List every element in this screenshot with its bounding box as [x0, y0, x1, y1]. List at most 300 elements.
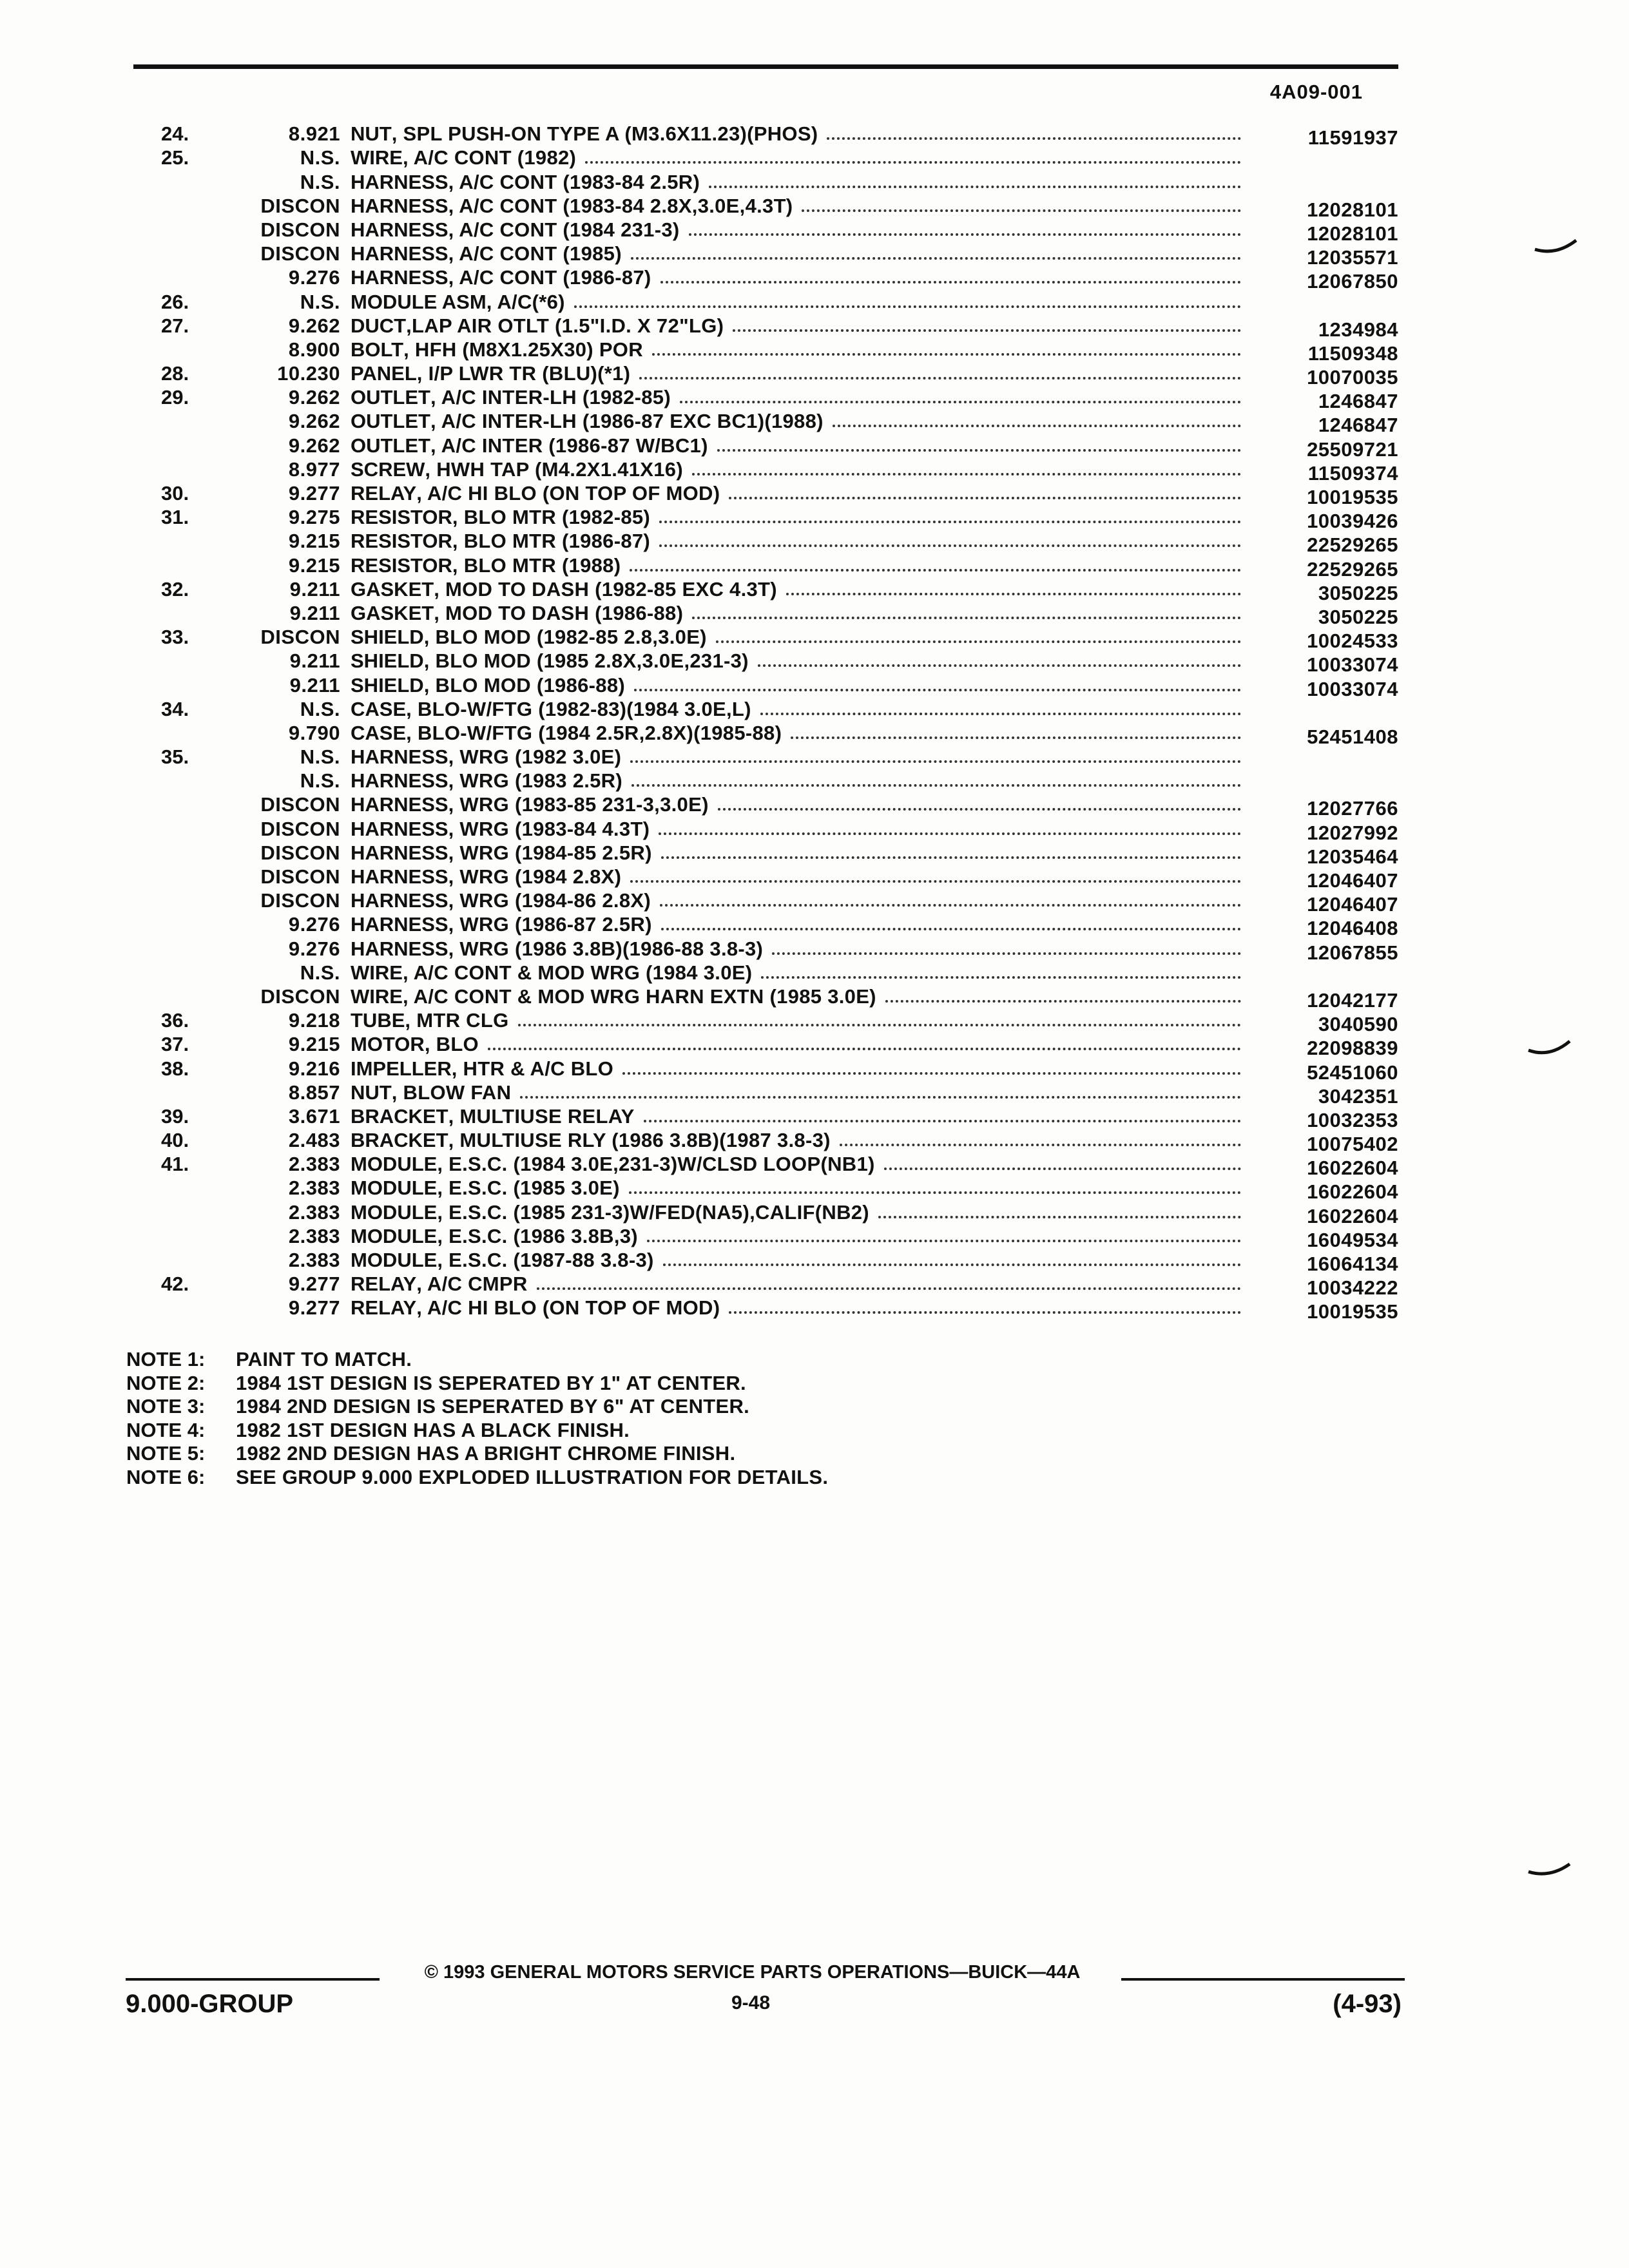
part-name: CASE: [351, 697, 407, 720]
part-name: RESISTOR: [351, 553, 452, 577]
dot-leader: [585, 155, 1241, 164]
part-name: DUCT: [351, 314, 407, 337]
part-name: HARNESS: [351, 242, 448, 265]
part-description: , MTR CLG: [405, 1009, 509, 1032]
part-name: HARNESS: [351, 266, 448, 289]
document-code: 4A09-001: [1269, 81, 1363, 103]
part-number: 52451060: [1307, 1061, 1398, 1084]
group-number: N.S.: [300, 697, 340, 720]
part-number: 3042351: [1318, 1084, 1398, 1108]
part-description: , WRG (1983-85 231-3,3.0E): [448, 793, 709, 816]
part-description: , SPL PUSH-ON TYPE A (M3.6X11.23)(PHOS): [391, 122, 818, 146]
part-name: PANEL: [351, 362, 417, 385]
dot-leader: [647, 1233, 1241, 1242]
ref-number: 32.: [161, 577, 189, 601]
part-number: 12067850: [1307, 270, 1398, 293]
group-number: N.S.: [300, 961, 340, 984]
parts-row: [161, 768, 1398, 792]
part-description: , BLO MTR (1988): [452, 553, 621, 577]
part-name: OUTLET: [351, 386, 430, 409]
part-number: 10070035: [1307, 366, 1398, 389]
dot-leader: [758, 658, 1241, 667]
part-description: , WRG (1983-84 4.3T): [448, 817, 650, 840]
parts-row: [161, 960, 1398, 984]
part-name: WIRE: [351, 985, 403, 1008]
part-name: OUTLET: [351, 410, 430, 433]
footer-copyright: © 1993 GENERAL MOTORS SERVICE PARTS OPERATIONS—BUICK—44A: [424, 1962, 1081, 1983]
part-number: 25509721: [1307, 437, 1398, 461]
parts-row: [161, 217, 1398, 245]
part-description: , WRG (1984 2.8X): [448, 865, 622, 888]
ref-number: 25.: [161, 146, 189, 169]
group-number: 9.276: [288, 266, 340, 289]
dot-leader: [878, 1209, 1241, 1218]
part-description: , BLO MTR (1982-85): [452, 506, 651, 529]
part-description: , E.S.C. (1987-88 3.8-3): [437, 1249, 654, 1271]
group-number: 9.262: [288, 314, 340, 337]
parts-row: [161, 505, 1398, 533]
dot-leader: [791, 730, 1241, 739]
part-name: GASKET: [351, 577, 434, 601]
dot-leader: [761, 970, 1241, 979]
ref-number: 33.: [161, 626, 189, 649]
part-number: 16049534: [1307, 1228, 1398, 1251]
part-name: MODULE: [351, 1153, 438, 1176]
part-number: 1246847: [1318, 414, 1398, 437]
part-description: , BLO MOD (1982-85 2.8,3.0E): [423, 626, 707, 649]
dot-leader: [885, 994, 1241, 1003]
parts-row: [161, 1175, 1398, 1204]
dot-leader: [520, 1090, 1241, 1099]
group-number: 9.216: [288, 1057, 340, 1080]
group-number: 9.276: [288, 913, 340, 936]
part-name: HARNESS: [351, 889, 448, 912]
part-description: , HWH TAP (M4.2X1.41X16): [425, 457, 683, 481]
part-name: HARNESS: [351, 745, 448, 769]
part-name: HARNESS: [351, 194, 448, 217]
ref-number: 30.: [161, 482, 189, 505]
part-number: 12027992: [1307, 821, 1398, 844]
part-name: RELAY: [351, 482, 417, 505]
part-name: HARNESS: [351, 913, 448, 936]
part-name: MODULE: [351, 1249, 438, 1271]
part-number: 10033074: [1307, 677, 1398, 700]
group-number: DISCON: [260, 889, 340, 912]
parts-row: [161, 601, 1398, 628]
dot-leader: [622, 1066, 1241, 1075]
dot-leader: [692, 466, 1241, 476]
note-label: NOTE 5:: [126, 1442, 206, 1465]
parts-row: [161, 864, 1398, 892]
group-number: 8.921: [288, 122, 340, 146]
part-description: ,LAP AIR OTLT (1.5"I.D. X 72"LG): [406, 314, 724, 337]
group-number: 2.383: [288, 1224, 340, 1247]
part-name: HARNESS: [351, 170, 448, 193]
part-name: BOLT: [351, 338, 404, 361]
part-description: , E.S.C. (1985 231-3)W/FED(NA5),CALIF(NB2): [437, 1200, 869, 1224]
part-description: , WRG (1986 3.8B)(1986-88 3.8-3): [448, 937, 764, 960]
parts-row: [161, 1199, 1398, 1227]
part-number: 16022604: [1307, 1204, 1398, 1227]
part-number: 10032353: [1307, 1108, 1398, 1131]
group-number: N.S.: [300, 146, 340, 169]
dot-leader: [729, 490, 1241, 499]
parts-row: [161, 1224, 1398, 1251]
part-name: TUBE: [351, 1009, 405, 1032]
ref-number: 35.: [161, 745, 189, 769]
parts-row: [161, 481, 1398, 508]
dot-leader: [717, 443, 1241, 452]
note-label: NOTE 4:: [126, 1418, 206, 1441]
part-name: RESISTOR: [351, 506, 452, 529]
part-name: MODULE ASM: [351, 290, 487, 313]
footer-rule-right: [1121, 1978, 1405, 1981]
group-number: 2.383: [288, 1153, 340, 1176]
part-description: , WRG (1984-86 2.8X): [448, 889, 651, 912]
part-description: , A/C INTER-LH (1986-87 EXC BC1)(1988): [430, 410, 824, 433]
parts-row: [161, 1295, 1398, 1323]
note-label: NOTE 1:: [126, 1348, 206, 1370]
parts-row: [161, 313, 1398, 341]
part-description: , A/C CONT (1986-87): [448, 266, 651, 289]
parts-row: [161, 792, 1398, 820]
dot-leader: [629, 1185, 1241, 1194]
part-number: 52451408: [1307, 725, 1398, 748]
parts-row: [161, 744, 1398, 768]
group-number: 9.211: [289, 649, 340, 673]
group-number: DISCON: [260, 793, 340, 816]
footer-group-label: 9.000-GROUP: [126, 1990, 294, 2018]
parts-row: [161, 193, 1398, 221]
part-name: MODULE: [351, 1177, 438, 1200]
dot-leader: [630, 562, 1241, 572]
group-number: 9.790: [288, 721, 340, 744]
parts-row: [161, 1271, 1398, 1300]
dot-leader: [802, 203, 1241, 212]
part-number: 12067855: [1307, 941, 1398, 964]
part-number: 12042177: [1307, 988, 1398, 1012]
dot-leader: [639, 370, 1241, 380]
parts-row: [161, 936, 1398, 964]
group-number: DISCON: [260, 865, 340, 888]
parts-row: [161, 385, 1398, 413]
ref-number: 41.: [161, 1153, 189, 1176]
part-name: MODULE: [351, 1200, 438, 1224]
part-number: 11509348: [1307, 341, 1398, 365]
part-number: 10024533: [1307, 629, 1398, 653]
dot-leader: [537, 1281, 1241, 1290]
part-name: HARNESS: [351, 769, 448, 793]
note-label: NOTE 2:: [126, 1371, 206, 1394]
part-name: BRACKET: [351, 1129, 448, 1152]
part-name: SCREW: [351, 457, 425, 481]
part-number: 1246847: [1318, 390, 1398, 413]
group-number: 8.977: [288, 457, 340, 481]
margin-tick-mark: [1534, 235, 1579, 255]
part-number: 12046407: [1307, 869, 1398, 892]
parts-row: [161, 672, 1398, 700]
dot-leader: [659, 538, 1241, 547]
part-description: , A/C HI BLO (ON TOP OF MOD): [416, 482, 720, 505]
parts-row: [161, 457, 1398, 485]
part-name: MODULE: [351, 1224, 438, 1247]
dot-leader: [652, 347, 1241, 356]
part-name: SHIELD: [351, 673, 424, 697]
dot-leader: [709, 179, 1241, 188]
part-description: , A/C CONT (1982): [402, 146, 577, 169]
dot-leader: [488, 1041, 1241, 1050]
part-number: 3040590: [1318, 1013, 1398, 1036]
parts-list: [161, 121, 1398, 1323]
part-name: OUTLET: [351, 434, 430, 457]
ref-number: 40.: [161, 1129, 189, 1152]
group-number: 9.276: [288, 937, 340, 960]
parts-row: [161, 1104, 1398, 1131]
part-number: 12028101: [1307, 222, 1398, 245]
group-number: N.S.: [300, 170, 340, 193]
part-number: 12046408: [1307, 917, 1398, 940]
ref-number: 42.: [161, 1273, 189, 1296]
dot-leader: [884, 1161, 1241, 1170]
dot-leader: [692, 610, 1241, 619]
part-number: 12028101: [1307, 198, 1398, 221]
part-description: , A/C CONT & MOD WRG (1984 3.0E): [402, 961, 753, 984]
part-name: NUT: [351, 122, 392, 146]
group-number: DISCON: [260, 817, 340, 840]
dot-leader: [518, 1017, 1241, 1026]
part-number: 16064134: [1307, 1253, 1398, 1275]
part-number: 3050225: [1318, 605, 1398, 628]
group-number: 2.383: [288, 1200, 340, 1224]
ref-number: 29.: [161, 386, 189, 409]
group-number: DISCON: [260, 242, 340, 265]
part-description: , E.S.C. (1986 3.8B,3): [437, 1224, 638, 1247]
ref-number: 31.: [161, 506, 189, 529]
note-line: [126, 1396, 1157, 1419]
dot-leader: [716, 634, 1241, 643]
part-description: , A/C CONT (1983-84 2.8X,3.0E,4.3T): [448, 194, 793, 217]
part-name: RELAY: [351, 1273, 417, 1296]
parts-row: [161, 361, 1398, 389]
group-number: 9.215: [288, 530, 340, 553]
parts-row: [161, 121, 1398, 149]
dot-leader: [718, 802, 1241, 811]
part-number: 22529265: [1307, 533, 1398, 557]
part-number: 11509374: [1307, 461, 1398, 485]
note-line: [126, 1349, 1157, 1372]
parts-row: [161, 912, 1398, 940]
note-text: PAINT TO MATCH.: [236, 1348, 412, 1370]
ref-number: 26.: [161, 290, 189, 313]
part-description: , A/C(*6): [486, 290, 565, 313]
group-number: 9.277: [288, 482, 340, 505]
part-number: 10034222: [1307, 1276, 1398, 1300]
margin-tick-mark: [1527, 1037, 1572, 1057]
part-number: 16022604: [1307, 1180, 1398, 1204]
ref-number: 34.: [161, 697, 189, 720]
group-number: DISCON: [260, 194, 340, 217]
group-number: 9.277: [288, 1296, 340, 1320]
dot-leader: [680, 394, 1241, 403]
parts-row: [161, 984, 1398, 1012]
part-description: , WRG (1986-87 2.5R): [448, 913, 652, 936]
dot-leader: [786, 586, 1241, 595]
parts-row: [161, 432, 1398, 461]
part-name: HARNESS: [351, 817, 448, 840]
dot-leader: [630, 754, 1241, 763]
dot-leader: [634, 682, 1241, 691]
dot-leader: [833, 418, 1241, 427]
part-number: 22098839: [1307, 1037, 1398, 1060]
dot-leader: [644, 1113, 1241, 1122]
part-description: , WRG (1983 2.5R): [448, 769, 622, 793]
part-description: , A/C HI BLO (ON TOP OF MOD): [416, 1296, 720, 1320]
note-line: [126, 1372, 1157, 1396]
part-description: , MOD TO DASH (1986-88): [434, 601, 684, 624]
note-label: NOTE 3:: [126, 1395, 206, 1418]
part-name: RESISTOR: [351, 530, 452, 553]
group-number: N.S.: [300, 290, 340, 313]
dot-leader: [772, 946, 1241, 955]
note-text: SEE GROUP 9.000 EXPLODED ILLUSTRATION FOR DETAILS.: [236, 1465, 829, 1488]
note-text: 1982 1ST DESIGN HAS A BLACK FINISH.: [236, 1418, 630, 1441]
parts-row: [161, 528, 1398, 557]
dot-leader: [659, 826, 1241, 835]
group-number: DISCON: [260, 841, 340, 864]
dot-leader: [827, 131, 1241, 140]
group-number: 9.262: [288, 410, 340, 433]
dot-leader: [663, 1257, 1241, 1266]
margin-tick-mark: [1527, 1859, 1572, 1878]
footer-page-number: 9-48: [731, 1992, 771, 2013]
group-number: 10.230: [277, 362, 340, 385]
ref-number: 24.: [161, 122, 189, 146]
part-description: , BLOW FAN: [391, 1081, 512, 1104]
part-number: 10033074: [1307, 653, 1398, 677]
part-description: , MOD TO DASH (1982-85 EXC 4.3T): [434, 577, 777, 601]
part-number: 10039426: [1307, 510, 1398, 533]
part-description: , BLO: [424, 1033, 479, 1056]
notes-section: [126, 1349, 1157, 1490]
group-number: DISCON: [260, 218, 340, 241]
top-rule: [133, 64, 1398, 69]
footer-rule-left: [126, 1978, 380, 1981]
parts-row: [161, 624, 1398, 653]
parts-row: [161, 337, 1398, 365]
note-text: 1984 1ST DESIGN IS SEPERATED BY 1" AT CENTER.: [236, 1371, 746, 1394]
group-number: 2.483: [288, 1129, 340, 1152]
parts-row: [161, 552, 1398, 581]
part-name: RELAY: [351, 1296, 417, 1320]
part-number: 12035571: [1307, 246, 1398, 269]
parts-row: [161, 888, 1398, 916]
part-number: 10019535: [1307, 486, 1398, 508]
parts-row: [161, 1008, 1398, 1036]
part-name: HARNESS: [351, 793, 448, 816]
part-name: NUT: [351, 1081, 392, 1104]
part-number: 1234984: [1318, 318, 1398, 341]
part-number: 12046407: [1307, 893, 1398, 916]
parts-row: [161, 1080, 1398, 1108]
part-name: BRACKET: [351, 1104, 448, 1128]
group-number: 9.262: [288, 386, 340, 409]
group-number: 9.218: [288, 1009, 340, 1032]
part-name: WIRE: [351, 146, 403, 169]
note-text: 1984 2ND DESIGN IS SEPERATED BY 6" AT CENTER.: [236, 1395, 750, 1418]
group-number: 9.211: [289, 601, 340, 624]
parts-row: [161, 1055, 1398, 1084]
group-number: N.S.: [300, 769, 340, 793]
part-name: WIRE: [351, 961, 403, 984]
note-line: [126, 1419, 1157, 1443]
ref-number: 36.: [161, 1009, 189, 1032]
parts-row: [161, 1128, 1398, 1156]
group-number: N.S.: [300, 745, 340, 769]
part-description: , HTR & A/C BLO: [451, 1057, 614, 1080]
dot-leader: [760, 706, 1241, 715]
parts-row: [161, 816, 1398, 844]
dot-leader: [840, 1137, 1241, 1146]
part-description: , A/C INTER (1986-87 W/BC1): [430, 434, 708, 457]
part-number: 12035464: [1307, 845, 1398, 868]
part-number: 10019535: [1307, 1300, 1398, 1323]
dot-leader: [630, 874, 1241, 883]
dot-leader: [733, 323, 1241, 332]
group-number: 3.671: [288, 1104, 340, 1128]
parts-row: [161, 577, 1398, 604]
part-description: , A/C CONT (1985): [448, 242, 622, 265]
group-number: 9.211: [289, 577, 340, 601]
part-description: , BLO MTR (1986-87): [452, 530, 651, 553]
part-description: , WRG (1982 3.0E): [448, 745, 622, 769]
group-number: 8.857: [288, 1081, 340, 1104]
part-description: , E.S.C. (1984 3.0E,231-3)W/CLSD LOOP(NB1): [437, 1153, 875, 1176]
part-description: , HFH (M8X1.25X30) POR: [403, 338, 643, 361]
part-number: 16022604: [1307, 1157, 1398, 1180]
group-number: 9.262: [288, 434, 340, 457]
ref-number: 39.: [161, 1104, 189, 1128]
part-name: HARNESS: [351, 937, 448, 960]
part-number: 10075402: [1307, 1133, 1398, 1156]
part-name: MOTOR: [351, 1033, 425, 1056]
dot-leader: [729, 1305, 1241, 1314]
part-description: , A/C INTER-LH (1982-85): [430, 386, 671, 409]
parts-row: [161, 1247, 1398, 1275]
dot-leader: [631, 778, 1241, 787]
part-number: 22529265: [1307, 557, 1398, 581]
group-number: 2.383: [288, 1177, 340, 1200]
parts-row: [161, 289, 1398, 312]
dot-leader: [574, 299, 1241, 308]
note-text: 1982 2ND DESIGN HAS A BRIGHT CHROME FINISH.: [236, 1442, 736, 1465]
part-name: SHIELD: [351, 626, 424, 649]
parts-row: [161, 145, 1398, 169]
dot-leader: [661, 921, 1241, 930]
part-description: , A/C CONT (1983-84 2.5R): [448, 170, 700, 193]
dot-leader: [689, 227, 1241, 236]
note-label: NOTE 6:: [126, 1465, 206, 1488]
ref-number: 28.: [161, 362, 189, 385]
group-number: 9.215: [288, 1033, 340, 1056]
parts-row: [161, 720, 1398, 748]
group-number: 2.383: [288, 1249, 340, 1271]
parts-row: [161, 697, 1398, 720]
part-number: 12027766: [1307, 797, 1398, 820]
parts-row: [161, 169, 1398, 193]
part-name: CASE: [351, 721, 407, 744]
part-name: SHIELD: [351, 649, 424, 673]
part-description: , BLO MOD (1985 2.8X,3.0E,231-3): [423, 649, 749, 673]
